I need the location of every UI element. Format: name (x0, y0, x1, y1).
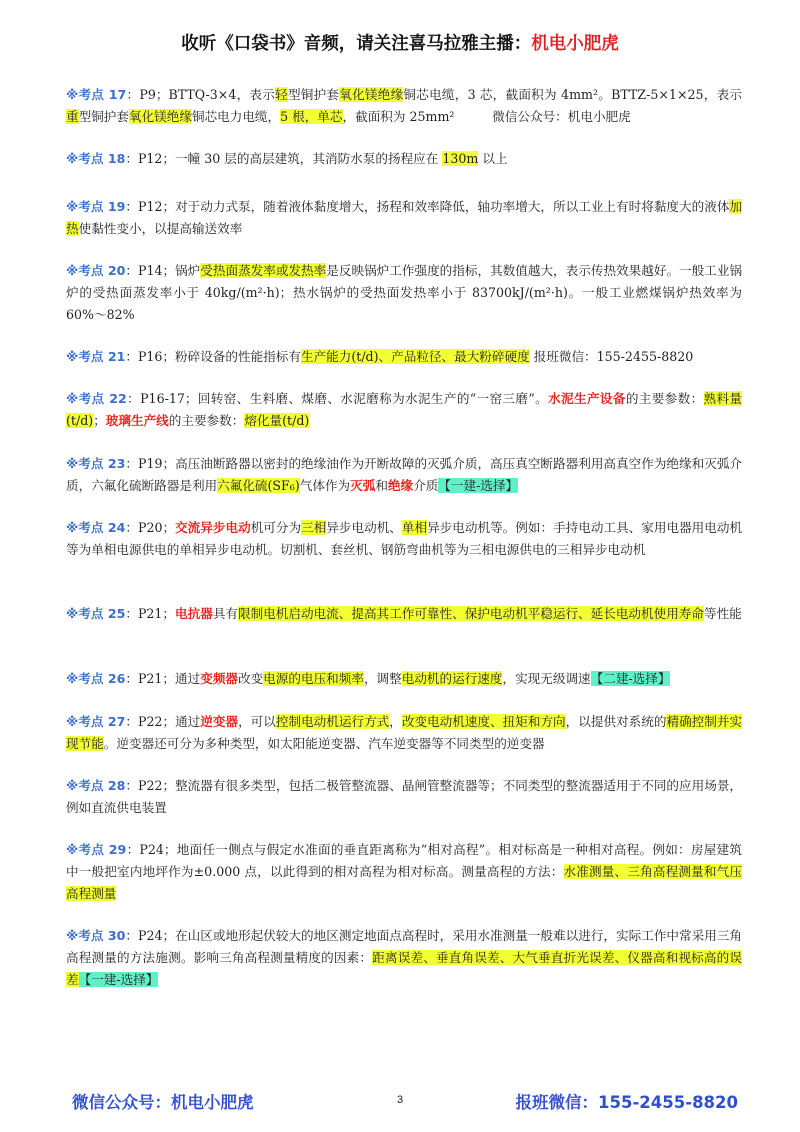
exam-point-label: ※考点 29 (66, 842, 127, 857)
text-run: ， (389, 714, 402, 729)
text-run: ：P9；BTTQ-3×4，表示 (126, 87, 276, 102)
exam-point-label: ※考点 27 (66, 714, 126, 729)
highlight: 精确控制并实现节能 (66, 714, 743, 751)
highlight: 130m (442, 151, 479, 166)
exam-point-29 (66, 839, 742, 905)
highlight: 单相 (401, 520, 428, 535)
text-run: 型铜护套 (287, 87, 340, 102)
highlight: 距离误差、垂直角误差、大气垂直折光误差、仪器高和视标高的误差 (66, 950, 742, 987)
highlight: 电动机的运行速度 (401, 671, 503, 686)
text-run: ：P24；在山区或地形起伏较大的地区测定地面点高程时，采用水准测量一般难以进行，实际工作中常采用三角高程测量的方法施测。影响三角高程测量精度的因素： (66, 928, 743, 965)
text-run: 的主要参数： (625, 391, 704, 406)
red-keyword: 绝缘 (387, 478, 414, 493)
text-run: 具有 (212, 606, 238, 621)
highlight: 熔化量(t/d) (244, 413, 310, 428)
text-run: ，调整 (363, 671, 402, 686)
highlight: 电源的电压和频率 (263, 671, 364, 686)
text-run: 是反映锅炉工作强度的指标，其数值越大，表示传热效果越好。一般工业锅炉的受热面蒸发率小于 40kg/(m²·h)；热水锅炉的受热面发热率小于 83700kJ/(m²·h)。一般工业燃煤锅炉热效率为 60%～82% (66, 263, 743, 322)
red-keyword: 变频器 (200, 671, 238, 686)
text-run: ，可以 (238, 714, 276, 729)
highlight: 生产能力(t/d)、产品粒径、最大粉碎硬度 (300, 349, 530, 364)
page-header (0, 30, 800, 55)
highlight: 5 根，单芯 (280, 109, 343, 124)
highlight: 氧化镁绝缘 (339, 87, 404, 102)
text-run: ； (93, 413, 106, 428)
text-run: ：P21； (125, 606, 176, 621)
highlight: 熟料量(t/d) (66, 391, 743, 428)
page-number: 3 (396, 1094, 404, 1106)
highlight: 加热 (66, 199, 743, 236)
red-keyword: 玻璃生产线 (105, 413, 169, 428)
text-run: 机可分为 (250, 520, 302, 535)
text-run: ：P22；整流器有很多类型，包括二极管整流器、晶闸管整流器等；不同类型的整流器适用于不同的应用场景，例如直流供电装置 (66, 778, 743, 815)
exam-point-22 (66, 388, 742, 432)
exam-tag: 【一建-选择】 (438, 478, 519, 493)
highlight: 受热面蒸发率或发热率 (200, 263, 327, 278)
footer-contact: 报班微信：155-2455-8820 (515, 1093, 738, 1112)
exam-point-label: ※考点 24 (66, 520, 126, 535)
red-keyword: 交流异步电动 (175, 520, 251, 535)
red-keyword: 电抗器 (175, 606, 213, 621)
text-run: ：P21；通过 (125, 671, 201, 686)
exam-point-26 (66, 668, 742, 690)
highlight: 六氟化硫(SF₆) (217, 478, 300, 493)
exam-point-label: ※考点 18 (66, 151, 126, 166)
exam-point-24 (66, 517, 742, 561)
text-run: 和 (375, 478, 388, 493)
footer-wechat-account: 微信公众号：机电小肥虎 (72, 1093, 254, 1112)
text-run: 的主要参数： (168, 413, 245, 428)
text-run: 铜芯电缆，3 芯，截面积为 4mm²。BTTZ-5×1×25，表示 (403, 87, 743, 102)
exam-point-label: ※考点 22 (66, 391, 127, 406)
text-run: 型铜护套 (78, 109, 129, 124)
highlight: 改变电动机速度、扭矩和方向 (401, 714, 566, 729)
text-run: 使黏性变小，以提高输送效率 (78, 221, 243, 236)
text-run: 气体作为 (299, 478, 351, 493)
exam-tag: 【二建-选择】 (590, 671, 671, 686)
text-run: 以上 (478, 151, 508, 166)
red-keyword: 水泥生产设备 (548, 391, 626, 406)
text-run: ：P12；一幢 30 层的高层建筑，其消防水泵的扬程应在 (125, 151, 443, 166)
text-run: ，实现无级调速 (502, 671, 591, 686)
text-run: 铜芯电力电缆， (191, 109, 281, 124)
exam-point-label: ※考点 30 (66, 928, 126, 943)
text-run: ：P16；粉碎设备的性能指标有 (125, 349, 301, 364)
text-run: 异步电动机等。例如：手持电动工具、家用电器用电动机等为单相电源供电的单相异步电动机。切割机、套丝机、钢筋弯曲机等为三相电源供电的三相异步电动机 (66, 520, 743, 557)
text-run: ，截面积为 25mm² 微信公众号：机电小肥虎 (342, 109, 631, 124)
exam-point-label: ※考点 23 (66, 456, 126, 471)
text-run: ：P20； (125, 520, 176, 535)
exam-point-label: ※考点 19 (66, 199, 126, 214)
exam-point-18 (66, 148, 742, 170)
text-run: 报班微信：155-2455-8820 (529, 349, 694, 364)
highlight: 氧化镁绝缘 (128, 109, 192, 124)
text-run: ：P19；高压油断路器以密封的绝缘油作为开断故障的灭弧介质，高压真空断路器利用高真空作为绝缘和灭弧介质，六氟化硫断路器是利用 (66, 456, 743, 493)
exam-point-23 (66, 453, 742, 497)
highlight: 重 (66, 109, 79, 124)
text-run: 改变 (238, 671, 264, 686)
text-run: ：P24；地面任一侧点与假定水准面的垂直距离称为“相对高程”。相对标高是一种相对高程。例如：房屋建筑中一般把室内地坪作为±0.000 点，以此得到的相对高程为相对标高。测量高程的方法： (66, 842, 742, 879)
exam-tag: 【一建-选择】 (78, 972, 159, 987)
header-prefix: 收听《口袋书》音频，请关注喜马拉雅主播： (181, 34, 532, 54)
exam-point-label: ※考点 21 (66, 349, 126, 364)
exam-point-30 (66, 925, 742, 991)
exam-point-19 (66, 196, 742, 240)
highlight: 水准测量、三角高程测量和气压高程测量 (66, 864, 743, 901)
text-run: 等性能 (703, 606, 742, 621)
exam-point-label: ※考点 17 (66, 87, 127, 102)
text-run: ，以提供对系统的 (565, 714, 667, 729)
red-keyword: 逆变器 (200, 714, 239, 729)
exam-point-label: ※考点 20 (66, 263, 126, 278)
text-run: ：P22；通过 (125, 714, 201, 729)
highlight: 三相 (301, 520, 327, 535)
text-run: 异步电动机、 (326, 520, 402, 535)
exam-point-label: ※考点 28 (66, 778, 126, 793)
highlight: 轻 (275, 87, 288, 102)
exam-point-label: ※考点 26 (66, 671, 126, 686)
exam-point-20 (66, 260, 742, 326)
text-run: ：P12；对于动力式泵，随着液体黏度增大，扬程和效率降低，轴功率增大，所以工业上有时将黏度大的液体 (125, 199, 730, 214)
exam-point-label: ※考点 25 (66, 606, 126, 621)
text-run: ：P14；锅炉 (125, 263, 201, 278)
highlight: 控制电动机运行方式 (275, 714, 390, 729)
highlight: 限制电机启动电流、提高其工作可靠性、保护电动机平稳运行、延长电动机使用寿命 (238, 606, 704, 621)
header-host-name: 机电小肥虎 (531, 34, 619, 54)
exam-point-28 (66, 775, 742, 819)
red-keyword: 灭弧 (350, 478, 376, 493)
exam-point-25 (66, 603, 742, 625)
exam-point-17 (66, 84, 742, 128)
text-run: 。逆变器还可分为多种类型，如太阳能逆变器、汽车逆变器等不同类型的逆变器 (103, 736, 545, 751)
text-run: 介质 (413, 478, 439, 493)
exam-point-27 (66, 711, 742, 755)
text-run: ：P16-17；回转窑、生料磨、煤磨、水泥磨称为水泥生产的“一窑三磨”。 (126, 391, 549, 406)
exam-point-21 (66, 346, 742, 368)
